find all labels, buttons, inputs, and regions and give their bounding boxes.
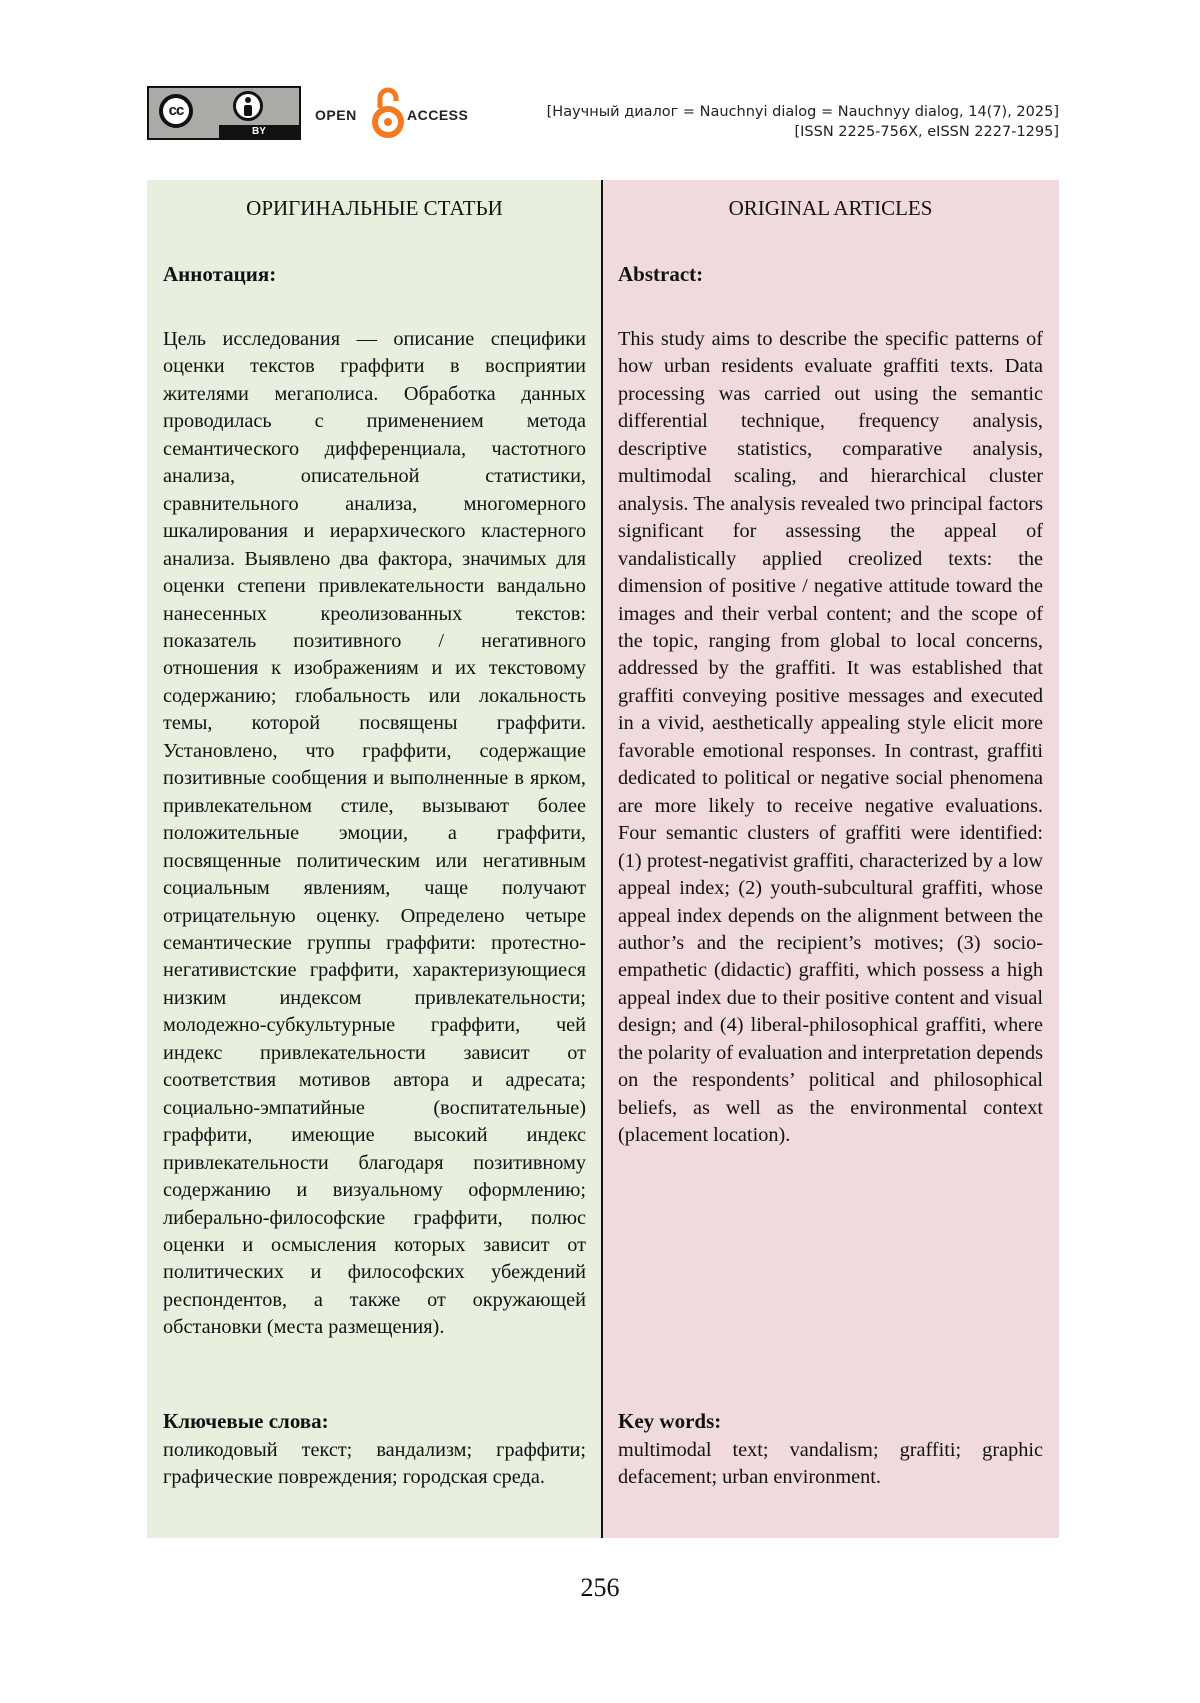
en-abstract-label: Abstract:	[618, 262, 704, 286]
ru-abstract-label: Аннотация:	[163, 262, 277, 286]
open-access-logo	[315, 86, 469, 140]
ru-abstract-text: Цель исследования — описание специфики оценки текстов граффити в восприятии жителями мегаполиса. Обработка данных проводилась с применением метода семантического дифференциала, частотного анализа, описательной статистики, сравнительного анализа, многомерного шкалирования и иерархического кластерного анализа. Выявлено два фактора, значимых для оценки степени привлекательности вандально нанесенных креолизованных текстов: показатель позитивного / негативного отношения к изображениям и их текстовому содержанию; глобальность или локальность темы, которой посвящены граффити. Установлено, что граффити, содержащие позитивные сообщения и выполненные в ярком, привлекательном стиле, вызывают более положительные эмоции, а граффити, посвященные политическим или негативным социальным явлениям, чаще получают отрицательную оценку. Определено четыре семантические группы граффити: протестно-негативистские граффити, характеризующиеся низким индексом привлекательности; молодежно-субкультурные граффити, чей индекс привлекательности зависит от соответствия мотивов автора и адресата; социально-эмпатийные (воспитательные) граффити, имеющие высокий индекс привлекательности благодаря позитивному содержанию и визуальному оформлению; либерально-философские граффити, полюс оценки и осмысления которых зависит от политических и философских убеждений респондентов, а также от окружающей обстановки (места размещения).	[163, 328, 586, 1339]
open-access-lock-icon	[371, 86, 405, 138]
creative-commons-icon: cc	[159, 94, 193, 128]
journal-citation: [Научный диалог = Nauchnyi dialog = Nauchnyy dialog, 14(7), 2025]	[546, 104, 1059, 120]
ru-section-title: ОРИГИНАЛЬНЫЕ СТАТЬИ	[246, 196, 503, 220]
en-keywords-label: Key words:	[618, 1409, 722, 1433]
journal-issn: [ISSN 2225-756X, eISSN 2227-1295]	[794, 124, 1059, 140]
by-label: BY	[252, 126, 266, 137]
bilingual-abstract-table	[147, 180, 1059, 1538]
ru-keywords-text: поликодовый текст; вандализм; граффити; графические повреждения; городская среда.	[163, 1439, 586, 1489]
russian-column	[147, 180, 602, 1538]
ru-keywords-label: Ключевые слова:	[163, 1409, 329, 1433]
journal-info	[547, 102, 1059, 142]
open-access-left-text: OPEN	[315, 107, 357, 123]
page-header	[147, 86, 1059, 146]
en-section-title: ORIGINAL ARTICLES	[728, 196, 933, 220]
english-column	[602, 180, 1059, 1538]
open-access-right-text: ACCESS	[407, 107, 469, 123]
en-abstract-text: This study aims to describe the specific patterns of how urban residents evaluate graffiti texts. Data processing was carried out using the semantic differential technique, frequency analysis, descriptive statistics, comparative analysis, multimodal scaling, and hierarchical cluster analysis. The analysis revealed two principal factors significant for assessing the appeal of vandalistically applied creolized texts: the dimension of positive / negative attitude toward the images and their verbal content; and the scope of the topic, ranging from global to local concerns, addressed by the graffiti. It was established that graffiti conveying positive messages and executed in a vivid, aesthetically appealing style elicit more favorable emotional responses. In contrast, graffiti dedicated to political or negative social phenomena are more likely to receive negative evaluations. Four semantic clusters of graffiti were identified: (1) protest-negativist graffiti, characterized by a low appeal index; (2) youth-subcultural graffiti, whose appeal index depends on the alignment between the author’s and the recipient’s motives; (3) socio-empathetic (didactic) graffiti, which possess a high appeal index due to their positive content and visual design; and (4) liberal-philosophical graffiti, where the polarity of evaluation and interpretation depends on the respondents’ political and philosophical beliefs, as well as the environmental context (placement location).	[618, 328, 1043, 1147]
attribution-person-icon	[233, 91, 263, 121]
en-keywords-text: multimodal text; vandalism; graffiti; graphic defacement; urban environment.	[618, 1439, 1043, 1489]
page-number: 256	[580, 1573, 620, 1602]
cc-by-license-badge[interactable]	[147, 86, 301, 140]
column-divider	[601, 180, 603, 1538]
